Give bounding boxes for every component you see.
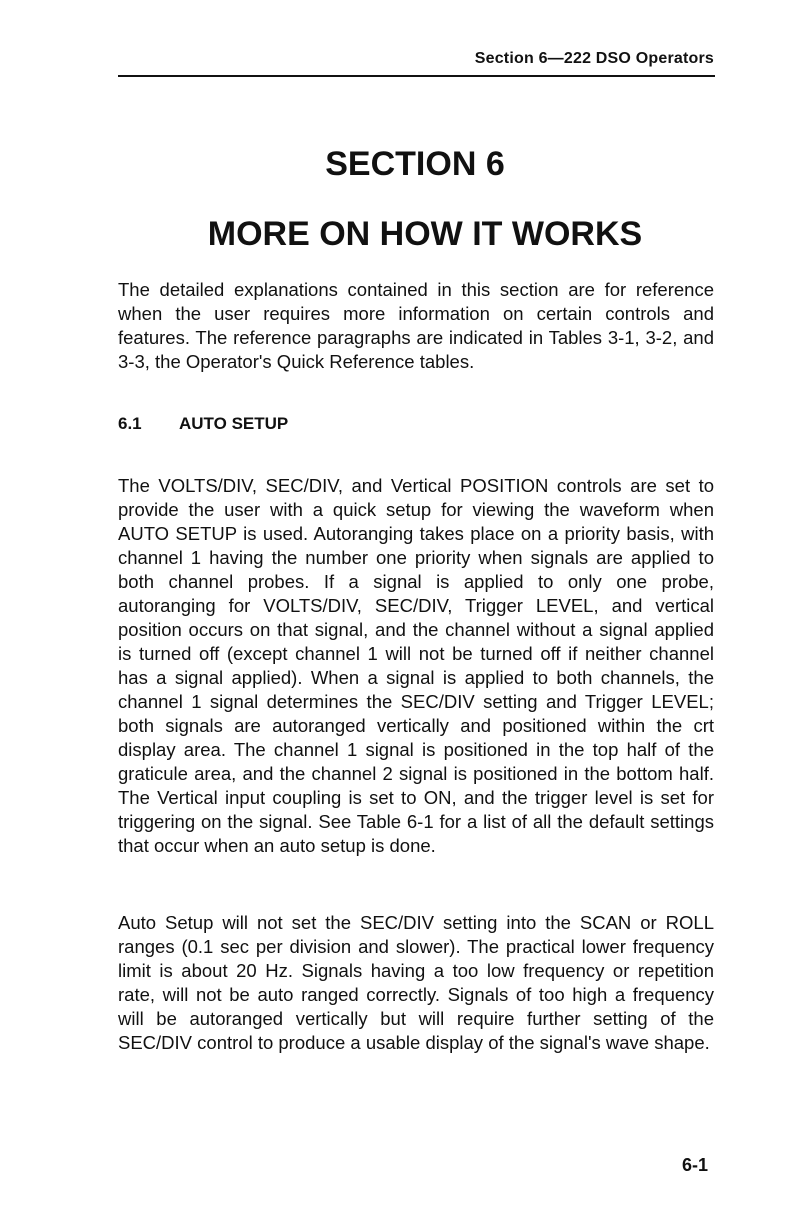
body-paragraph: Auto Setup will not set the SEC/DIV setting into the SCAN or ROLL ranges (0.1 sec per division and slower). The practical lower frequency limit is about 20 Hz. Signals having a too low frequency or repetition rate, will not be auto ranged correctly. Signals of too high a frequency will be autoranged vertically but will require further setting of the SEC/DIV control to produce a usable display of the signal's wave shape. <box>118 912 714 1053</box>
subsection-title: AUTO SETUP <box>179 414 289 433</box>
page-number: 6-1 <box>681 1155 708 1175</box>
section-title-heading: MORE ON HOW IT WORKS <box>207 215 643 253</box>
subsection-number: 6.1 <box>118 414 142 433</box>
header-rule <box>118 75 715 77</box>
running-header: Section 6—222 DSO Operators <box>474 50 714 67</box>
body-paragraph: The VOLTS/DIV, SEC/DIV, and Vertical POSITION controls are set to provide the user with a quick setup for viewing the waveform when AUTO SETUP is used. Autoranging takes place on a priority basis, with channel 1 having the number one priority when signals are applied to both channel probes. If a signal is applied to only one probe, autoranging for VOLTS/DIV, SEC/DIV, Trigger LEVEL, and vertical position occurs on that signal, and the channel without a signal applied is turned off (except channel 1 will not be turned off if neither channel has a signal applied). When a signal is applied to both channels, the channel 1 signal determines the SEC/DIV setting and Trigger LEVEL; both signals are autoranged vertically and positioned within the crt display area. The channel 1 signal is positioned in the top half of the graticule area, and the channel 2 signal is positioned in the bottom half. The Vertical input coupling is set to ON, and the trigger level is set for triggering on the signal. See Table 6-1 for a list of all the default settings that occur when an auto setup is done. <box>118 475 714 856</box>
section-number-heading: SECTION 6 <box>325 145 505 183</box>
subsection-heading <box>118 414 288 434</box>
intro-paragraph: The detailed explanations contained in this section are for reference when the user requires more information on certain controls and features. The reference paragraphs are indicated in Tables 3-1, 3-2, and 3-3, the Operator's Quick Reference tables. <box>118 279 714 372</box>
